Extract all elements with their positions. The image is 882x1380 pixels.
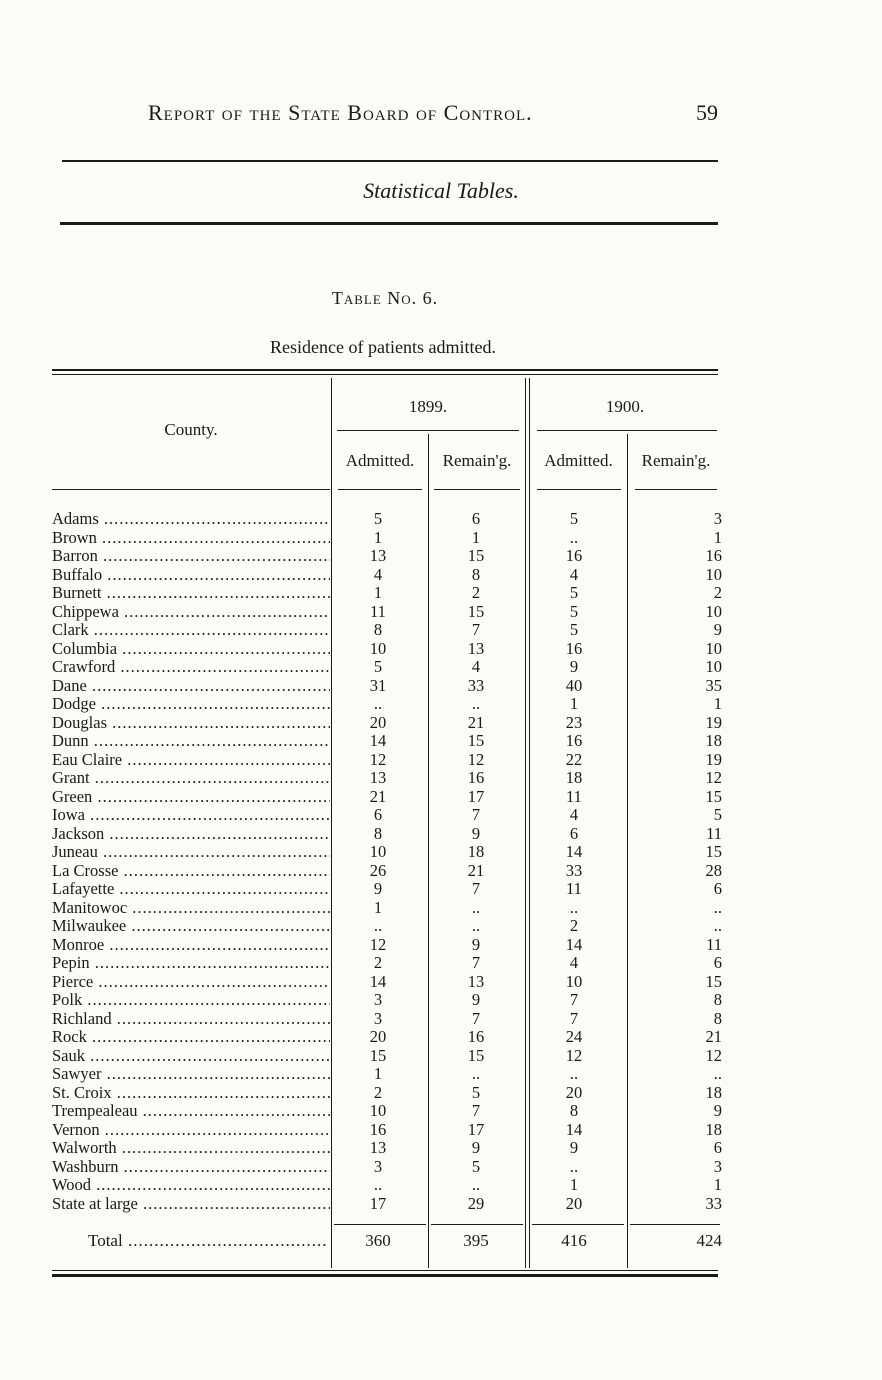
admitted-1900-cell: 40 xyxy=(565,675,583,695)
admitted-1899-cell: 3 xyxy=(373,1156,383,1176)
admitted-1900-cell: 33 xyxy=(565,860,583,880)
remaining-1899-cell: .. xyxy=(471,1175,481,1194)
remaining-1900-cell: 10 xyxy=(705,564,722,584)
remaining-1899-cell: .. xyxy=(471,897,481,917)
section-subtitle: Statistical Tables. xyxy=(363,178,519,203)
remaining-1900-cell: 15 xyxy=(705,842,722,861)
remaining-1900-cell: 3 xyxy=(713,1156,722,1176)
county-cell: Lafayette ..... xyxy=(52,880,330,899)
county-cell: Vernon ..... xyxy=(52,1121,330,1140)
admitted-1899-cell: 15 xyxy=(369,1045,387,1065)
county-cell: Clark ..... xyxy=(52,621,330,640)
county-cell: Brown ..... xyxy=(52,529,330,548)
admitted-1900-cell: 6 xyxy=(569,823,579,843)
remaining-1900-cell: 9 xyxy=(713,620,722,639)
admitted-1900-cell: 1 xyxy=(569,1175,579,1194)
admitted-1899-cell: 12 xyxy=(369,934,387,954)
total-row xyxy=(52,1231,722,1251)
header-bottom-rule-r1899 xyxy=(434,489,520,490)
table-row xyxy=(52,843,722,862)
county-cell: Crawford ..... xyxy=(52,658,330,677)
subtitle-rule xyxy=(60,222,718,225)
remaining-1899-cell: 6 xyxy=(471,509,481,528)
county-cell: Rock ..... xyxy=(52,1028,330,1047)
table-row xyxy=(52,1065,722,1084)
county-cell: Chippewa ..... xyxy=(52,603,330,622)
table-row xyxy=(52,1139,722,1158)
remaining-1899-cell: 16 xyxy=(467,768,485,787)
table-bottom-rule-2 xyxy=(52,1274,718,1277)
county-cell: St. Croix ..... xyxy=(52,1084,330,1103)
table-row xyxy=(52,714,722,733)
table-row xyxy=(52,1028,722,1047)
remaining-1900-cell: 12 xyxy=(705,768,722,787)
table-bottom-rule-1 xyxy=(52,1270,718,1271)
admitted-1899-cell: 14 xyxy=(369,731,387,750)
admitted-1899-cell: 14 xyxy=(369,971,387,991)
admitted-1899-cell: 1 xyxy=(373,897,383,917)
table-row xyxy=(52,566,722,585)
remaining-1899-cell: 12 xyxy=(467,749,485,769)
total-rule-a1900 xyxy=(532,1224,624,1225)
admitted-1900-cell: 16 xyxy=(565,638,583,658)
table-row xyxy=(52,510,722,529)
remaining-1900-header: Remain'g. xyxy=(641,451,711,470)
remaining-1900-cell: 11 xyxy=(706,823,722,843)
admitted-1899-cell: 16 xyxy=(369,1119,387,1139)
table-row xyxy=(52,936,722,955)
admitted-1900-cell: 4 xyxy=(569,953,579,972)
admitted-1900-cell: 22 xyxy=(565,749,583,769)
remaining-1899-cell: 15 xyxy=(467,1045,485,1065)
table-row xyxy=(52,603,722,622)
table-top-rule-1 xyxy=(52,369,718,371)
county-cell: State at large ..... xyxy=(52,1195,330,1214)
admitted-1900-cell: 7 xyxy=(569,1008,579,1028)
county-cell: Pierce ..... xyxy=(52,973,330,992)
total-admitted-1900: 416 xyxy=(561,1231,587,1250)
table-row xyxy=(52,1158,722,1177)
remaining-1900-cell: .. xyxy=(713,1064,722,1083)
admitted-1900-cell: .. xyxy=(569,1156,579,1176)
admitted-1900-cell: 24 xyxy=(565,1027,583,1046)
county-cell: Manitowoc ..... xyxy=(52,899,330,918)
admitted-1899-cell: 20 xyxy=(369,712,387,732)
admitted-1900-cell: .. xyxy=(569,527,579,547)
remaining-1899-cell: 15 xyxy=(467,546,485,565)
remaining-1899-cell: 4 xyxy=(471,657,481,676)
remaining-1899-cell: 9 xyxy=(471,990,481,1009)
remaining-1899-cell: 1 xyxy=(471,527,481,547)
total-rule-r1900 xyxy=(630,1224,720,1225)
admitted-1900-cell: 11 xyxy=(566,879,582,898)
remaining-1900-cell: 10 xyxy=(705,657,722,676)
admitted-1900-cell: 12 xyxy=(565,1045,583,1065)
table-row xyxy=(52,899,722,918)
admitted-1899-cell: .. xyxy=(373,916,383,935)
remaining-1899-cell: .. xyxy=(471,694,481,713)
admitted-1899-cell: 10 xyxy=(369,638,387,658)
admitted-1900-cell: 23 xyxy=(565,712,583,732)
admitted-1899-cell: 13 xyxy=(369,546,387,565)
table-row xyxy=(52,806,722,825)
admitted-1899-cell: 26 xyxy=(369,860,387,880)
remaining-1899-cell: 13 xyxy=(467,971,485,991)
remaining-1900-cell: 1 xyxy=(713,527,722,547)
county-cell: Buffalo ..... xyxy=(52,566,330,585)
admitted-1900-cell: 10 xyxy=(565,971,583,991)
admitted-1899-cell: 12 xyxy=(369,749,387,769)
remaining-1900-cell: 8 xyxy=(713,1008,722,1028)
admitted-1899-cell: 17 xyxy=(369,1193,387,1213)
admitted-1899-cell: 20 xyxy=(369,1027,387,1046)
table-row xyxy=(52,1121,722,1140)
remaining-1899-cell: 8 xyxy=(471,564,481,584)
table-row xyxy=(52,1102,722,1121)
table-row xyxy=(52,769,722,788)
admitted-1899-cell: 4 xyxy=(373,564,383,584)
total-remaining-1900: 424 xyxy=(696,1231,722,1250)
admitted-1899-cell: 31 xyxy=(369,675,387,695)
admitted-1900-cell: 9 xyxy=(569,657,579,676)
remaining-1900-cell: .. xyxy=(713,897,722,917)
header-bottom-rule-a1899 xyxy=(338,489,422,490)
admitted-1899-cell: 11 xyxy=(370,601,386,621)
admitted-1900-cell: 5 xyxy=(569,620,579,639)
remaining-1899-cell: 7 xyxy=(471,953,481,972)
remaining-1900-cell: 15 xyxy=(705,971,722,991)
total-admitted-1899: 360 xyxy=(365,1231,391,1250)
county-cell: Jackson ..... xyxy=(52,825,330,844)
admitted-1900-cell: 14 xyxy=(565,1119,583,1139)
remaining-1899-cell: 9 xyxy=(471,934,481,954)
total-rule-r1899 xyxy=(431,1224,523,1225)
header-rule xyxy=(62,160,718,162)
remaining-1899-cell: 5 xyxy=(471,1156,481,1176)
admitted-1900-cell: 14 xyxy=(565,934,583,954)
table-row xyxy=(52,1195,722,1214)
remaining-1899-cell: 7 xyxy=(471,879,481,898)
admitted-1900-cell: 16 xyxy=(565,731,583,750)
remaining-1899-cell: 5 xyxy=(471,1082,481,1102)
page-number: 59 xyxy=(696,100,718,125)
admitted-1900-cell: 4 xyxy=(569,564,579,584)
running-head xyxy=(148,100,718,130)
remaining-1900-cell: 10 xyxy=(705,638,722,658)
remaining-1900-cell: 1 xyxy=(713,1175,722,1194)
remaining-1900-cell: 3 xyxy=(713,509,722,528)
remaining-1900-cell: 15 xyxy=(705,786,722,806)
year-1900-header: 1900. xyxy=(605,397,645,416)
county-cell: Burnett ..... xyxy=(52,584,330,603)
table-row xyxy=(52,1084,722,1103)
county-header: County. xyxy=(164,420,218,439)
admitted-1900-cell: 5 xyxy=(569,509,579,528)
county-cell: Sawyer ..... xyxy=(52,1065,330,1084)
table-row xyxy=(52,917,722,936)
remaining-1900-cell: 18 xyxy=(705,1082,722,1102)
table-row xyxy=(52,1176,722,1195)
county-cell: Douglas ..... xyxy=(52,714,330,733)
county-cell: Dane ..... xyxy=(52,677,330,696)
remaining-1900-cell: 19 xyxy=(705,712,722,732)
remaining-1900-cell: 1 xyxy=(713,694,722,713)
year-1899-header: 1899. xyxy=(408,397,448,416)
table-row xyxy=(52,529,722,548)
table-row xyxy=(52,751,722,770)
admitted-1900-cell: 18 xyxy=(565,768,583,787)
admitted-1899-cell: 1 xyxy=(373,1064,383,1083)
admitted-1899-cell: 6 xyxy=(373,805,383,824)
remaining-1900-cell: 16 xyxy=(705,546,722,565)
table-row xyxy=(52,658,722,677)
county-cell: Sauk ..... xyxy=(52,1047,330,1066)
remaining-1899-cell: 17 xyxy=(467,1119,485,1139)
admitted-1899-cell: 10 xyxy=(369,842,387,861)
total-label: Total ..... xyxy=(88,1231,328,1251)
table-row xyxy=(52,862,722,881)
remaining-1899-cell: .. xyxy=(471,1064,481,1083)
admitted-1900-cell: 8 xyxy=(569,1101,579,1120)
admitted-1900-cell: .. xyxy=(569,1064,579,1083)
admitted-1899-cell: 2 xyxy=(373,953,383,972)
remaining-1899-cell: 33 xyxy=(467,675,485,695)
remaining-1900-cell: 5 xyxy=(713,805,722,824)
remaining-1899-cell: 21 xyxy=(467,712,485,732)
admitted-1899-cell: 2 xyxy=(373,1082,383,1102)
county-cell: Grant ..... xyxy=(52,769,330,788)
table-number: Table No. 6. xyxy=(331,288,439,308)
header-bottom-rule-a1900 xyxy=(537,489,621,490)
table-row xyxy=(52,788,722,807)
header-bottom-rule-r1900 xyxy=(635,489,717,490)
admitted-1900-cell: 20 xyxy=(565,1082,583,1102)
remaining-1899-cell: 29 xyxy=(467,1193,485,1213)
remaining-1900-cell: 10 xyxy=(705,601,722,621)
admitted-1900-cell: 2 xyxy=(569,916,579,935)
table-row xyxy=(52,825,722,844)
remaining-1899-header: Remain'g. xyxy=(442,451,512,470)
county-cell: Wood ..... xyxy=(52,1176,330,1195)
county-cell: Milwaukee ..... xyxy=(52,917,330,936)
admitted-1900-cell: 4 xyxy=(569,805,579,824)
county-cell: Iowa ..... xyxy=(52,806,330,825)
admitted-1900-cell: 7 xyxy=(569,990,579,1009)
admitted-1900-cell: 5 xyxy=(569,601,579,621)
remaining-1900-cell: 18 xyxy=(705,731,722,750)
remaining-1899-cell: 21 xyxy=(467,860,485,880)
remaining-1899-cell: 9 xyxy=(471,1138,481,1157)
county-cell: Dunn ..... xyxy=(52,732,330,751)
remaining-1899-cell: 9 xyxy=(471,823,481,843)
admitted-1900-cell: 1 xyxy=(569,694,579,713)
county-cell: Columbia ..... xyxy=(52,640,330,659)
county-cell: Dodge ..... xyxy=(52,695,330,714)
admitted-1900-cell: 5 xyxy=(569,583,579,602)
admitted-1900-cell: 11 xyxy=(566,786,582,806)
remaining-1900-cell: 6 xyxy=(713,879,722,898)
remaining-1900-cell: 8 xyxy=(713,990,722,1009)
running-title: Report of the State Board of Control. xyxy=(148,100,533,125)
remaining-1900-cell: 6 xyxy=(713,1138,722,1157)
county-cell: Green ..... xyxy=(52,788,330,807)
remaining-1900-cell: 11 xyxy=(706,934,722,954)
county-cell: Juneau ..... xyxy=(52,843,330,862)
table-row xyxy=(52,640,722,659)
remaining-1900-cell: 35 xyxy=(705,675,722,695)
table-row xyxy=(52,991,722,1010)
admitted-1899-cell: 21 xyxy=(369,786,387,806)
remaining-1900-cell: 28 xyxy=(705,860,722,880)
county-cell: Richland ..... xyxy=(52,1010,330,1029)
admitted-1899-header: Admitted. xyxy=(345,451,415,470)
admitted-1899-cell: 8 xyxy=(373,823,383,843)
county-cell: La Crosse ..... xyxy=(52,862,330,881)
admitted-1899-cell: 9 xyxy=(373,879,383,898)
admitted-1899-cell: .. xyxy=(373,1175,383,1194)
county-cell: Monroe ..... xyxy=(52,936,330,955)
admitted-1899-cell: 1 xyxy=(373,527,383,547)
year-1900-rule xyxy=(537,430,717,431)
admitted-1900-cell: .. xyxy=(569,897,579,917)
county-cell: Pepin ..... xyxy=(52,954,330,973)
county-cell: Adams ..... xyxy=(52,510,330,529)
remaining-1899-cell: 7 xyxy=(471,1008,481,1028)
table-row xyxy=(52,695,722,714)
admitted-1899-cell: 10 xyxy=(369,1101,387,1120)
admitted-1900-cell: 9 xyxy=(569,1138,579,1157)
remaining-1899-cell: .. xyxy=(471,916,481,935)
county-cell: Washburn ..... xyxy=(52,1158,330,1177)
remaining-1899-cell: 13 xyxy=(467,638,485,658)
table-row xyxy=(52,677,722,696)
year-1899-rule xyxy=(337,430,519,431)
table-row xyxy=(52,732,722,751)
county-cell: Trempealeau ..... xyxy=(52,1102,330,1121)
remaining-1899-cell: 15 xyxy=(467,731,485,750)
remaining-1900-cell: 21 xyxy=(705,1027,722,1046)
county-cell: Barron ..... xyxy=(52,547,330,566)
remaining-1900-cell: .. xyxy=(713,916,722,935)
admitted-1899-cell: .. xyxy=(373,694,383,713)
table-row xyxy=(52,621,722,640)
table-row xyxy=(52,954,722,973)
county-cell: Eau Claire ..... xyxy=(52,751,330,770)
table-caption: Residence of patients admitted. xyxy=(270,337,496,357)
remaining-1900-cell: 33 xyxy=(705,1193,722,1213)
county-cell: Polk ..... xyxy=(52,991,330,1010)
remaining-1900-cell: 18 xyxy=(705,1119,722,1139)
admitted-1899-cell: 3 xyxy=(373,1008,383,1028)
remaining-1899-cell: 16 xyxy=(467,1027,485,1046)
admitted-1900-cell: 16 xyxy=(565,546,583,565)
header-bottom-rule-county xyxy=(52,489,330,490)
county-cell: Walworth ..... xyxy=(52,1139,330,1158)
admitted-1899-cell: 5 xyxy=(373,509,383,528)
remaining-1900-cell: 6 xyxy=(713,953,722,972)
table-row xyxy=(52,1047,722,1066)
remaining-1900-cell: 19 xyxy=(705,749,722,769)
total-rule-a1899 xyxy=(334,1224,426,1225)
remaining-1899-cell: 2 xyxy=(471,583,481,602)
remaining-1899-cell: 7 xyxy=(471,620,481,639)
admitted-1899-cell: 5 xyxy=(373,657,383,676)
remaining-1899-cell: 15 xyxy=(467,601,485,621)
remaining-1899-cell: 17 xyxy=(467,786,485,806)
table-row xyxy=(52,584,722,603)
remaining-1900-cell: 9 xyxy=(713,1101,722,1120)
admitted-1900-cell: 20 xyxy=(565,1193,583,1213)
admitted-1899-cell: 8 xyxy=(373,620,383,639)
admitted-1899-cell: 3 xyxy=(373,990,383,1009)
table-row xyxy=(52,547,722,566)
remaining-1900-cell: 2 xyxy=(713,583,722,602)
table-row xyxy=(52,1010,722,1029)
admitted-1899-cell: 13 xyxy=(369,1138,387,1157)
table-row xyxy=(52,880,722,899)
remaining-1899-cell: 18 xyxy=(467,842,485,861)
remaining-1899-cell: 7 xyxy=(471,805,481,824)
table-top-rule-2 xyxy=(52,374,718,375)
remaining-1900-cell: 12 xyxy=(705,1045,722,1065)
table-row xyxy=(52,973,722,992)
admitted-1899-cell: 13 xyxy=(369,768,387,787)
total-remaining-1899: 395 xyxy=(463,1231,489,1250)
remaining-1899-cell: 7 xyxy=(471,1101,481,1120)
admitted-1900-header: Admitted. xyxy=(544,451,613,470)
admitted-1899-cell: 1 xyxy=(373,583,383,602)
admitted-1900-cell: 14 xyxy=(565,842,583,861)
